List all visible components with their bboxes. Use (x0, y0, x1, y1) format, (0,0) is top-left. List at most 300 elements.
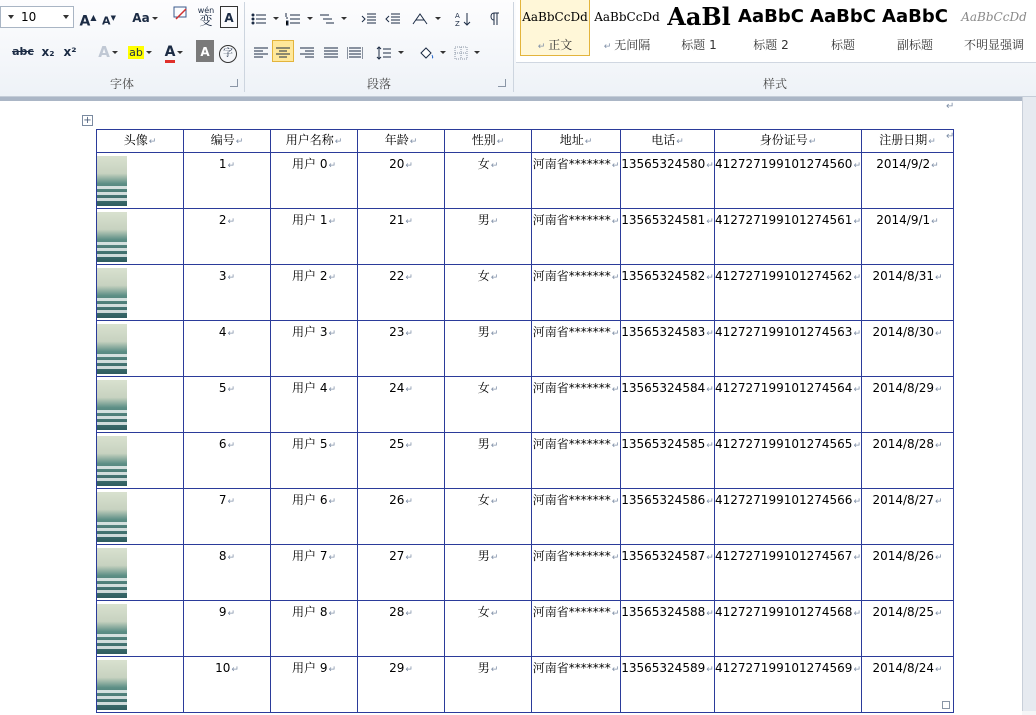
idcard-cell[interactable] (715, 601, 862, 657)
username-cell[interactable] (271, 377, 358, 433)
cell-text: 女 ↵ (478, 381, 499, 395)
idcard-cell[interactable] (715, 489, 862, 545)
decrease-indent-button[interactable] (358, 6, 380, 28)
vertical-scrollbar[interactable] (1022, 97, 1036, 711)
cell-text: 5 ↵ (219, 381, 235, 395)
user-table[interactable] (96, 129, 954, 713)
avatar-stripe (97, 466, 127, 469)
date-cell[interactable] (861, 601, 953, 657)
gender-cell[interactable] (445, 657, 532, 713)
username-cell[interactable] (271, 153, 358, 209)
avatar-stripe (97, 242, 127, 245)
age-cell[interactable] (358, 545, 445, 601)
avatar-stripe (97, 640, 127, 643)
style-heading-1[interactable] (664, 0, 734, 56)
cell-text: 28 ↵ (389, 605, 413, 619)
gender-cell[interactable] (445, 209, 532, 265)
gender-cell[interactable] (445, 433, 532, 489)
bullets-button[interactable] (250, 6, 280, 28)
cell-text: 2 ↵ (219, 213, 235, 227)
address-cell[interactable] (532, 545, 621, 601)
column-header[interactable] (358, 130, 445, 153)
grow-font-icon: A (79, 13, 91, 30)
username-cell[interactable] (271, 601, 358, 657)
cell-text: 20 ↵ (389, 157, 413, 171)
avatar-cell[interactable] (97, 601, 184, 657)
avatar[interactable] (97, 324, 127, 374)
avatar[interactable] (97, 268, 127, 318)
id-cell[interactable] (184, 489, 271, 545)
strikethrough-icon: abc (12, 45, 34, 58)
cell-text: 2014/8/24 ↵ (872, 661, 942, 675)
avatar-stripe (97, 248, 127, 251)
avatar-stripe (97, 366, 127, 369)
id-cell[interactable] (184, 657, 271, 713)
character-shading-button[interactable] (196, 40, 214, 62)
avatar[interactable] (97, 492, 127, 542)
cell-text: 25 ↵ (389, 437, 413, 451)
date-cell[interactable] (861, 265, 953, 321)
avatar[interactable] (97, 212, 127, 262)
avatar-stripe (97, 534, 127, 537)
style-sample: AaBbC (810, 6, 876, 27)
style-no-spacing[interactable] (592, 0, 662, 56)
cell-text: 21 ↵ (389, 213, 413, 227)
ribbon (0, 0, 1036, 97)
age-cell[interactable] (358, 265, 445, 321)
style-sample: AaBbC (738, 6, 804, 27)
idcard-cell[interactable] (715, 545, 862, 601)
align-left-button[interactable] (250, 40, 272, 62)
id-cell[interactable] (184, 321, 271, 377)
avatar[interactable] (97, 380, 127, 430)
cell-text: 22 ↵ (389, 269, 413, 283)
column-header[interactable] (271, 130, 358, 153)
age-cell[interactable] (358, 657, 445, 713)
cell-text: 29 ↵ (389, 661, 413, 675)
cell-text: 2014/9/2 ↵ (876, 157, 938, 171)
text-effect-button[interactable] (94, 40, 122, 62)
idcard-cell[interactable] (715, 657, 862, 713)
style-sample: AaBbCcDd (961, 10, 1027, 24)
show-marks-button[interactable] (484, 6, 506, 28)
cell-text: 河南省******* ↵ (533, 493, 620, 507)
text-effect-icon: A (98, 43, 110, 61)
cell-text: 13565324588 ↵ (621, 605, 714, 619)
avatar[interactable] (97, 548, 127, 598)
address-cell[interactable] (532, 433, 621, 489)
cell-text: 河南省******* ↵ (533, 605, 620, 619)
cell-text: 用户 4 ↵ (292, 381, 336, 395)
id-cell[interactable] (184, 209, 271, 265)
table-row[interactable] (97, 545, 954, 601)
superscript-icon: x² (63, 45, 77, 59)
date-cell[interactable] (861, 433, 953, 489)
cell-text: 用户 5 ↵ (292, 437, 336, 451)
cell-text: 河南省******* ↵ (533, 325, 620, 339)
column-header[interactable] (184, 130, 271, 153)
cell-text: 412727199101274563 ↵ (715, 325, 861, 339)
age-cell[interactable] (358, 489, 445, 545)
cell-text: 4 ↵ (219, 325, 235, 339)
phone-cell[interactable] (621, 377, 715, 433)
date-cell[interactable] (861, 321, 953, 377)
cell-text: 412727199101274561 ↵ (715, 213, 861, 227)
idcard-cell[interactable] (715, 377, 862, 433)
date-cell[interactable] (861, 545, 953, 601)
align-left-icon (254, 47, 268, 59)
line-spacing-button[interactable] (374, 40, 406, 62)
cell-text: 男 ↵ (478, 661, 499, 675)
cell-text: 13565324583 ↵ (621, 325, 714, 339)
cell-text: 3 ↵ (219, 269, 235, 283)
cell-text: 13565324587 ↵ (621, 549, 714, 563)
avatar-cell[interactable] (97, 153, 184, 209)
avatar-cell[interactable] (97, 489, 184, 545)
numbering-icon (285, 12, 301, 26)
cell-text: 1 ↵ (219, 157, 235, 171)
cell-text: 6 ↵ (219, 437, 235, 451)
avatar-stripe (97, 522, 127, 525)
cell-text: 用户 0 ↵ (292, 157, 336, 171)
paint-bucket-icon (418, 46, 434, 60)
table-row[interactable] (97, 657, 954, 713)
avatar-stripe (97, 634, 127, 637)
bullets-icon (251, 12, 267, 26)
sort-button[interactable] (450, 6, 476, 28)
address-cell[interactable] (532, 377, 621, 433)
cell-text: 男 ↵ (478, 325, 499, 339)
cell-text: 13565324580 ↵ (621, 157, 714, 171)
id-cell[interactable] (184, 433, 271, 489)
username-cell[interactable] (271, 657, 358, 713)
cell-text: 2014/9/1 ↵ (876, 213, 938, 227)
style-subtle-emphasis[interactable] (952, 0, 1036, 56)
gender-cell[interactable] (445, 601, 532, 657)
avatar[interactable] (97, 436, 127, 486)
table-row[interactable] (97, 601, 954, 657)
cell-text: 412727199101274569 ↵ (715, 661, 861, 675)
column-header-label: 性别 ↵ (472, 133, 505, 147)
cell-text: 河南省******* ↵ (533, 437, 620, 451)
cell-text: 8 ↵ (219, 549, 235, 563)
cell-text: 用户 3 ↵ (292, 325, 336, 339)
cell-text: 河南省******* ↵ (533, 661, 620, 675)
avatar-cell[interactable] (97, 209, 184, 265)
table-row[interactable] (97, 321, 954, 377)
enclose-characters-button[interactable] (218, 40, 238, 62)
cell-text: 2014/8/30 ↵ (872, 325, 942, 339)
clear-format-button[interactable] (170, 4, 192, 30)
date-cell[interactable] (861, 153, 953, 209)
character-border-icon: A (224, 11, 234, 25)
avatar-stripe (97, 590, 127, 593)
id-cell[interactable] (184, 377, 271, 433)
table-row[interactable] (97, 209, 954, 265)
column-header[interactable] (532, 130, 621, 153)
font-size-value: 10 (21, 10, 37, 24)
cell-text: 用户 7 ↵ (292, 549, 336, 563)
superscript-button[interactable] (60, 40, 80, 62)
avatar[interactable] (97, 660, 127, 710)
address-cell[interactable] (532, 601, 621, 657)
avatar-cell[interactable] (97, 265, 184, 321)
table-row[interactable] (97, 377, 954, 433)
cell-text: 2014/8/25 ↵ (872, 605, 942, 619)
cell-text: 412727199101274565 ↵ (715, 437, 861, 451)
date-cell[interactable] (861, 377, 953, 433)
gender-cell[interactable] (445, 545, 532, 601)
cell-text: 412727199101274560 ↵ (715, 157, 861, 171)
cell-text: 412727199101274564 ↵ (715, 381, 861, 395)
style-title[interactable] (808, 0, 878, 56)
character-border-button[interactable] (220, 6, 238, 28)
svg-text:A: A (455, 11, 460, 20)
username-cell[interactable] (271, 209, 358, 265)
shading-button[interactable] (416, 40, 448, 62)
align-right-button[interactable] (296, 40, 318, 62)
borders-button[interactable] (452, 40, 482, 62)
style-sample: AaBbCcDd (522, 10, 588, 24)
table-row[interactable] (97, 433, 954, 489)
avatar-stripe (97, 192, 127, 195)
column-header[interactable] (715, 130, 862, 153)
font-group-label: 字体 (109, 77, 134, 91)
asian-layout-button[interactable] (410, 6, 442, 28)
style-name: 标题 1 (681, 38, 717, 52)
avatar-cell[interactable] (97, 657, 184, 713)
cell-text: 河南省******* ↵ (533, 213, 620, 227)
font-dialog-launcher[interactable] (230, 79, 238, 87)
avatar[interactable] (97, 604, 127, 654)
username-cell[interactable] (271, 321, 358, 377)
age-cell[interactable] (358, 601, 445, 657)
column-header[interactable] (861, 130, 953, 153)
avatar-stripe (97, 198, 127, 201)
style-name: ↵ 正文 (537, 38, 573, 52)
subscript-button[interactable] (38, 40, 58, 62)
avatar-stripe (97, 478, 127, 481)
style-name: ↵ 无间隔 (603, 38, 651, 52)
table-move-handle-icon[interactable]: + (83, 115, 92, 126)
idcard-cell[interactable] (715, 265, 862, 321)
column-header-label: 用户名称 ↵ (286, 133, 343, 147)
avatar-stripe (97, 416, 127, 419)
avatar-cell[interactable] (97, 377, 184, 433)
styles-gallery (516, 0, 1036, 63)
gender-cell[interactable] (445, 489, 532, 545)
avatar-stripe (97, 254, 127, 257)
cell-text: 13565324586 ↵ (621, 493, 714, 507)
idcard-cell[interactable] (715, 153, 862, 209)
username-cell[interactable] (271, 545, 358, 601)
clear-format-icon (172, 5, 190, 23)
phonetic-guide-button[interactable] (194, 4, 218, 30)
cell-text: 23 ↵ (389, 325, 413, 339)
enclose-characters-icon: 字 (219, 45, 237, 63)
phone-cell[interactable] (621, 153, 715, 209)
styles-group-label: 样式 (762, 77, 787, 91)
change-case-button[interactable] (130, 6, 160, 28)
id-cell[interactable] (184, 601, 271, 657)
cell-text: 2014/8/27 ↵ (872, 493, 942, 507)
avatar-cell[interactable] (97, 433, 184, 489)
address-cell[interactable] (532, 321, 621, 377)
cell-text: 13565324581 ↵ (621, 213, 714, 227)
cell-text: 用户 1 ↵ (292, 213, 336, 227)
avatar-cell[interactable] (97, 321, 184, 377)
gender-cell[interactable] (445, 321, 532, 377)
column-header[interactable] (445, 130, 532, 153)
decrease-indent-icon (361, 12, 377, 26)
table-body (97, 153, 954, 713)
gender-cell[interactable] (445, 153, 532, 209)
id-cell[interactable] (184, 153, 271, 209)
distributed-icon (347, 47, 363, 59)
idcard-cell[interactable] (715, 209, 862, 265)
paragraph-dialog-launcher[interactable] (498, 79, 506, 87)
avatar-stripe (97, 578, 127, 581)
numbering-button[interactable] (284, 6, 314, 28)
address-cell[interactable] (532, 153, 621, 209)
address-cell[interactable] (532, 657, 621, 713)
strikethrough-button[interactable] (10, 40, 36, 62)
borders-icon (454, 46, 468, 60)
cell-text: 13565324585 ↵ (621, 437, 714, 451)
idcard-cell[interactable] (715, 433, 862, 489)
cell-text: 412727199101274567 ↵ (715, 549, 861, 563)
style-name: 副标题 (896, 38, 933, 52)
phone-cell[interactable] (621, 601, 715, 657)
phone-cell[interactable] (621, 321, 715, 377)
cell-text: 412727199101274562 ↵ (715, 269, 861, 283)
avatar-stripe (97, 702, 127, 705)
avatar-stripe (97, 584, 127, 587)
line-spacing-icon (376, 46, 392, 60)
age-cell[interactable] (358, 153, 445, 209)
increase-indent-button[interactable] (382, 6, 404, 28)
shrink-font-icon: A (102, 14, 111, 28)
avatar[interactable] (97, 156, 127, 206)
justify-button[interactable] (320, 40, 342, 62)
cell-text: 男 ↵ (478, 549, 499, 563)
style-name: 标题 (830, 38, 855, 52)
cell-text: 412727199101274566 ↵ (715, 493, 861, 507)
paragraph-mark-icon: ↵ (946, 131, 955, 142)
table-row[interactable] (97, 153, 954, 209)
style-subtitle[interactable] (880, 0, 950, 56)
column-header-label: 身份证号 ↵ (760, 133, 817, 147)
address-cell[interactable] (532, 265, 621, 321)
highlight-color-button[interactable] (124, 40, 156, 62)
cell-text: 用户 8 ↵ (292, 605, 336, 619)
document-page[interactable] (0, 101, 1022, 715)
cell-text: 男 ↵ (478, 213, 499, 227)
phone-cell[interactable] (621, 265, 715, 321)
age-cell[interactable] (358, 377, 445, 433)
cell-text: 河南省******* ↵ (533, 269, 620, 283)
column-header-label: 年龄 ↵ (385, 133, 418, 147)
cell-text: 河南省******* ↵ (533, 157, 620, 171)
idcard-cell[interactable] (715, 321, 862, 377)
font-color-button[interactable] (158, 40, 190, 62)
cell-text: 7 ↵ (219, 493, 235, 507)
style-sample: AaBbC (882, 6, 948, 27)
cell-text: 24 ↵ (389, 381, 413, 395)
multilevel-list-icon (319, 12, 335, 26)
cell-text: 用户 9 ↵ (292, 661, 336, 675)
address-cell[interactable] (532, 489, 621, 545)
grow-font-button[interactable]: A▲ (79, 13, 97, 30)
phone-cell[interactable] (621, 433, 715, 489)
increase-indent-icon (385, 12, 401, 26)
table-resize-handle[interactable] (942, 701, 950, 709)
age-cell[interactable] (358, 209, 445, 265)
username-cell[interactable] (271, 489, 358, 545)
cell-text: 2014/8/26 ↵ (872, 549, 942, 563)
avatar-stripe (97, 298, 127, 301)
username-cell[interactable] (271, 265, 358, 321)
date-cell[interactable] (861, 657, 953, 713)
font-name-dropdown-arrow-icon[interactable] (8, 15, 14, 19)
avatar-stripe (97, 310, 127, 313)
phone-cell[interactable] (621, 545, 715, 601)
shrink-font-button[interactable]: A▼ (102, 14, 116, 28)
distributed-button[interactable] (344, 40, 366, 62)
date-cell[interactable] (861, 209, 953, 265)
column-header-label: 编号 ↵ (211, 133, 244, 147)
phone-cell[interactable] (621, 209, 715, 265)
column-header-label: 地址 ↵ (560, 133, 593, 147)
id-cell[interactable] (184, 545, 271, 601)
phone-cell[interactable] (621, 657, 715, 713)
font-size-combo[interactable] (0, 6, 74, 28)
cell-text: 13565324589 ↵ (621, 661, 714, 675)
column-header[interactable] (97, 130, 184, 153)
multilevel-list-button[interactable] (318, 6, 348, 28)
cell-text: 412727199101274568 ↵ (715, 605, 861, 619)
phone-cell[interactable] (621, 489, 715, 545)
username-cell[interactable] (271, 433, 358, 489)
avatar-cell[interactable] (97, 545, 184, 601)
style-normal[interactable] (520, 0, 590, 56)
table-row[interactable] (97, 489, 954, 545)
column-header[interactable] (621, 130, 715, 153)
avatar-stripe (97, 422, 127, 425)
style-heading-2[interactable] (736, 0, 806, 56)
avatar-stripe (97, 690, 127, 693)
align-center-button[interactable] (272, 40, 294, 62)
cell-text: 女 ↵ (478, 269, 499, 283)
highlight-icon: ab (129, 46, 143, 59)
document-workspace (0, 97, 1036, 711)
age-cell[interactable] (358, 321, 445, 377)
gender-cell[interactable] (445, 377, 532, 433)
date-cell[interactable] (861, 489, 953, 545)
avatar-stripe (97, 186, 127, 189)
age-cell[interactable] (358, 433, 445, 489)
font-size-dropdown-arrow-icon[interactable] (63, 15, 69, 19)
cell-text: 女 ↵ (478, 605, 499, 619)
avatar-stripe (97, 646, 127, 649)
table-row[interactable] (97, 265, 954, 321)
id-cell[interactable] (184, 265, 271, 321)
address-cell[interactable] (532, 209, 621, 265)
cell-text: 2014/8/28 ↵ (872, 437, 942, 451)
avatar-stripe (97, 472, 127, 475)
gender-cell[interactable] (445, 265, 532, 321)
avatar-stripe (97, 696, 127, 699)
